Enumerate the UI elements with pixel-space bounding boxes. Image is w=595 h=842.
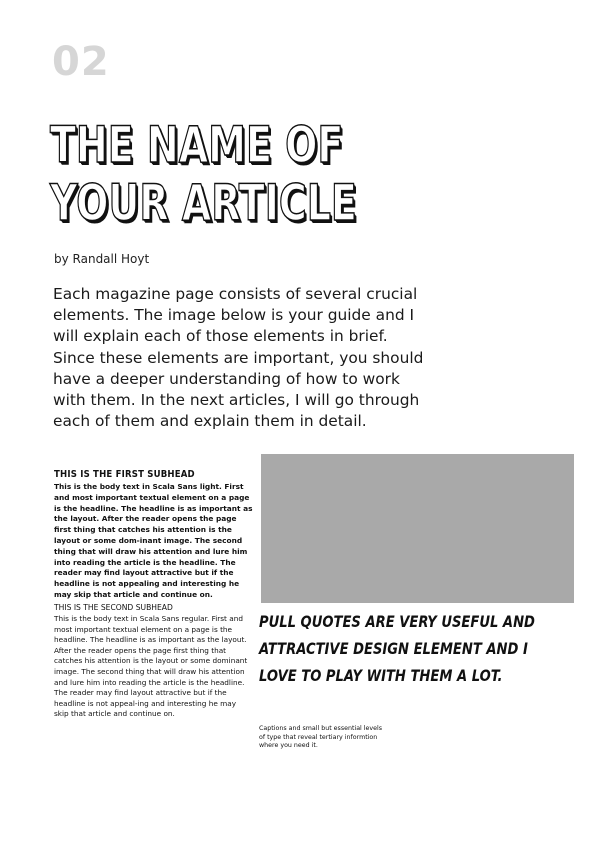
first-subhead: THIS IS THE FIRST SUBHEAD — [54, 469, 195, 480]
byline: by Randall Hoyt — [54, 252, 150, 266]
image-caption: Captions and small but essential levels of type that reveal tertiary informtion where you need it. — [259, 725, 383, 750]
article-headline: THE NAME OF YOUR ARTICLE — [50, 116, 357, 232]
intro-paragraph: Each magazine page consists of several crucial elements. The image below is your guide and I will explain each of those elements in brief. Since these elements are important, you should have a deeper understanding of how to work with them. In the next articles, I will go through each of them and explain them in detail. — [53, 285, 424, 431]
image-placeholder — [261, 454, 574, 603]
pull-quote: PULL QUOTES ARE VERY USEFUL AND ATTRACTIVE DESIGN ELEMENT AND I LOVE TO PLAY WITH THEM A LOT. — [259, 612, 535, 685]
second-body-text: This is the body text in Scala Sans regular. First and most important textual element on a page is the headline. The headline is as important as the layout. After the reader opens the page first thing that catches his attention is the layout or some dominant image. The second thing that will draw his attention and lure him into reading the article is the headline. The reader may find layout attractive but if the headline is not appeal-ing and interesting he may skip that article and continue on. — [54, 614, 248, 719]
second-subhead: THIS IS THE SECOND SUBHEAD — [54, 603, 173, 612]
page-number: 02 — [52, 39, 110, 85]
first-body-text: This is the body text in Scala Sans light. First and most important textual element on a page is the headline. The headline is as important as the layout. After the reader opens the page first thing that catches his attention is the layout or some dom-inant image. The second thing that will draw his attention and lure him into reading the article is the headline. The reader may find layout attractive but if the headline is not appealing and interesting he may skip that article and continue on. — [54, 482, 253, 599]
